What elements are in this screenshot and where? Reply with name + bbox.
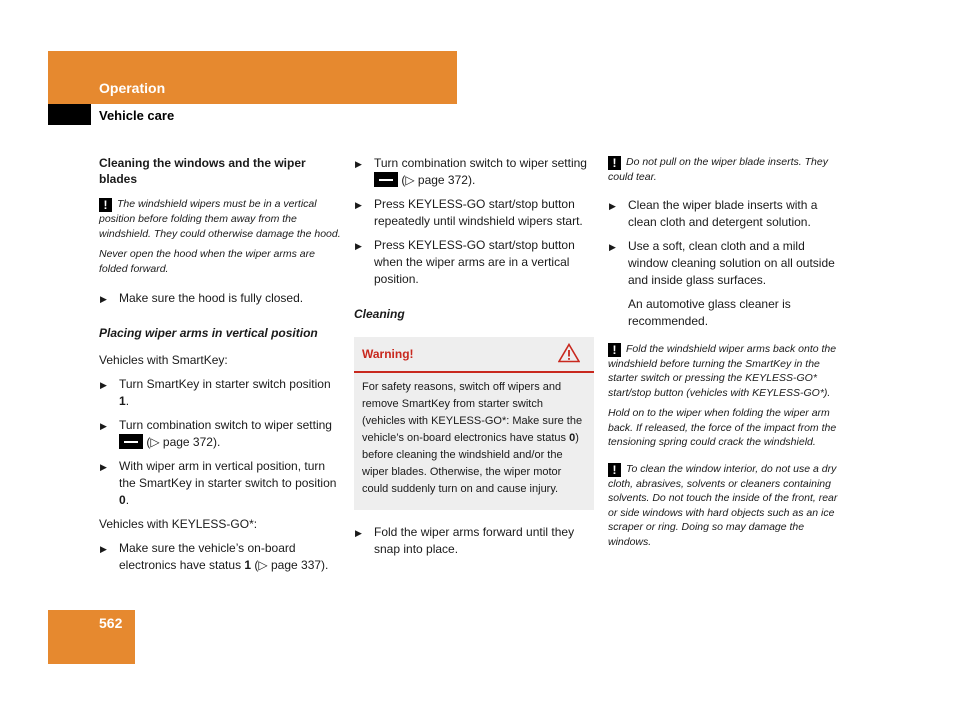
vehicle-label: Vehicles with SmartKey: (99, 353, 228, 367)
note: ! Fold the windshield wiper arms back onto the windshield before turning the SmartKey in the starter switch or pressing the KEYLESS-GO* start/stop button (vehicles with KEYLESS-GO*). (608, 342, 837, 399)
note: ! Do not pull on the wiper blade inserts. They could tear. (608, 156, 828, 183)
column-2 (354, 155, 594, 565)
warning-title: Warning! (362, 347, 414, 361)
warning-header (354, 337, 594, 373)
bullet-icon: ▶ (355, 528, 362, 538)
bullet-icon: ▶ (355, 241, 362, 251)
header-band (48, 51, 457, 104)
list-item: ▶ Press KEYLESS-GO start/stop button repeatedly until windshield wipers start. (355, 197, 583, 228)
note: ! To clean the window interior, do not use a dry cloth, abrasives, solvents or cleaners containing solvents. Do not touch the inside of the front, rear or side windows with hard objects such as an ice scraper or ring. Doing so may damage the windows. (608, 462, 838, 548)
paragraph: An automotive glass cleaner is recommended. (628, 296, 791, 328)
cleaning-heading: Cleaning (354, 307, 405, 321)
list-item: ▶ Clean the wiper blade inserts with a clean cloth and detergent solution. (609, 197, 818, 229)
section-heading: Cleaning the windows and the wiper blades (99, 156, 306, 186)
column-1 (99, 155, 341, 581)
note: ! The windshield wipers must be in a vertical position before folding them away from the windshield. They could otherwise damage the hood. (99, 198, 341, 240)
subsection-title: Vehicle care (99, 108, 175, 123)
column-3 (608, 155, 848, 555)
caution-icon: ! (99, 198, 112, 212)
bullet-icon: ▶ (609, 241, 616, 252)
list-item: ▶ Turn combination switch to wiper setting (▷ page 372). (355, 156, 587, 187)
bullet-icon: ▶ (355, 200, 362, 210)
note: Hold on to the wiper when folding the wiper arm back. If released, the force of the impact from the tensioning spring could crack the windshield. (608, 407, 837, 448)
page-number: 562 (99, 615, 123, 631)
bullet-icon: ▶ (100, 380, 107, 390)
bullet-icon: ▶ (355, 159, 362, 169)
wiper-switch-icon (119, 434, 143, 449)
section-title: Operation (99, 80, 166, 96)
list-item: ▶ Turn combination switch to wiper setting (▷ page 372). (100, 418, 332, 449)
caution-icon: ! (608, 343, 621, 357)
bullet-icon: ▶ (100, 544, 107, 554)
list-item: ▶ Press KEYLESS-GO start/stop button when the wiper arms are in a vertical position. (355, 238, 575, 286)
warning-text: For safety reasons, switch off wipers and remove SmartKey from starter switch (vehicles with KEYLESS-GO*: Make sure the vehicle’s on-board electronics have status 0) before cleaning the windshield and/or the wiper blades. Otherwise, the wiper motor could suddenly turn on and cause injury. (362, 381, 583, 495)
note: Never open the hood when the wiper arms are folded forward. (99, 248, 315, 275)
list-item: ▶ With wiper arm in vertical position, turn the SmartKey in starter switch to position 0. (100, 459, 337, 507)
caution-icon: ! (608, 156, 621, 170)
vehicle-label: Vehicles with KEYLESS-GO*: (99, 517, 258, 531)
warning-box (354, 337, 594, 510)
header-marker (48, 104, 91, 125)
bullet-icon: ▶ (609, 200, 616, 211)
bullet-icon: ▶ (100, 294, 107, 304)
caution-icon: ! (608, 463, 621, 477)
sub-heading: Placing wiper arms in vertical position (99, 326, 318, 340)
bullet-icon: ▶ (100, 462, 107, 472)
bullet-icon: ▶ (100, 421, 107, 431)
list-item: ▶ Use a soft, clean cloth and a mild window cleaning solution on all outside and inside glass surfaces. (609, 238, 835, 287)
list-item: ▶ Make sure the vehicle’s on-board electronics have status 1 (▷ page 337). (100, 541, 329, 572)
list-item: ▶ Make sure the hood is fully closed. (99, 290, 341, 307)
warning-triangle-icon (558, 343, 580, 363)
wiper-switch-icon (374, 172, 398, 187)
list-item: ▶ Turn SmartKey in starter switch position 1. (100, 377, 331, 408)
list-item: ▶ Fold the wiper arms forward until they snap into place. (355, 525, 575, 556)
